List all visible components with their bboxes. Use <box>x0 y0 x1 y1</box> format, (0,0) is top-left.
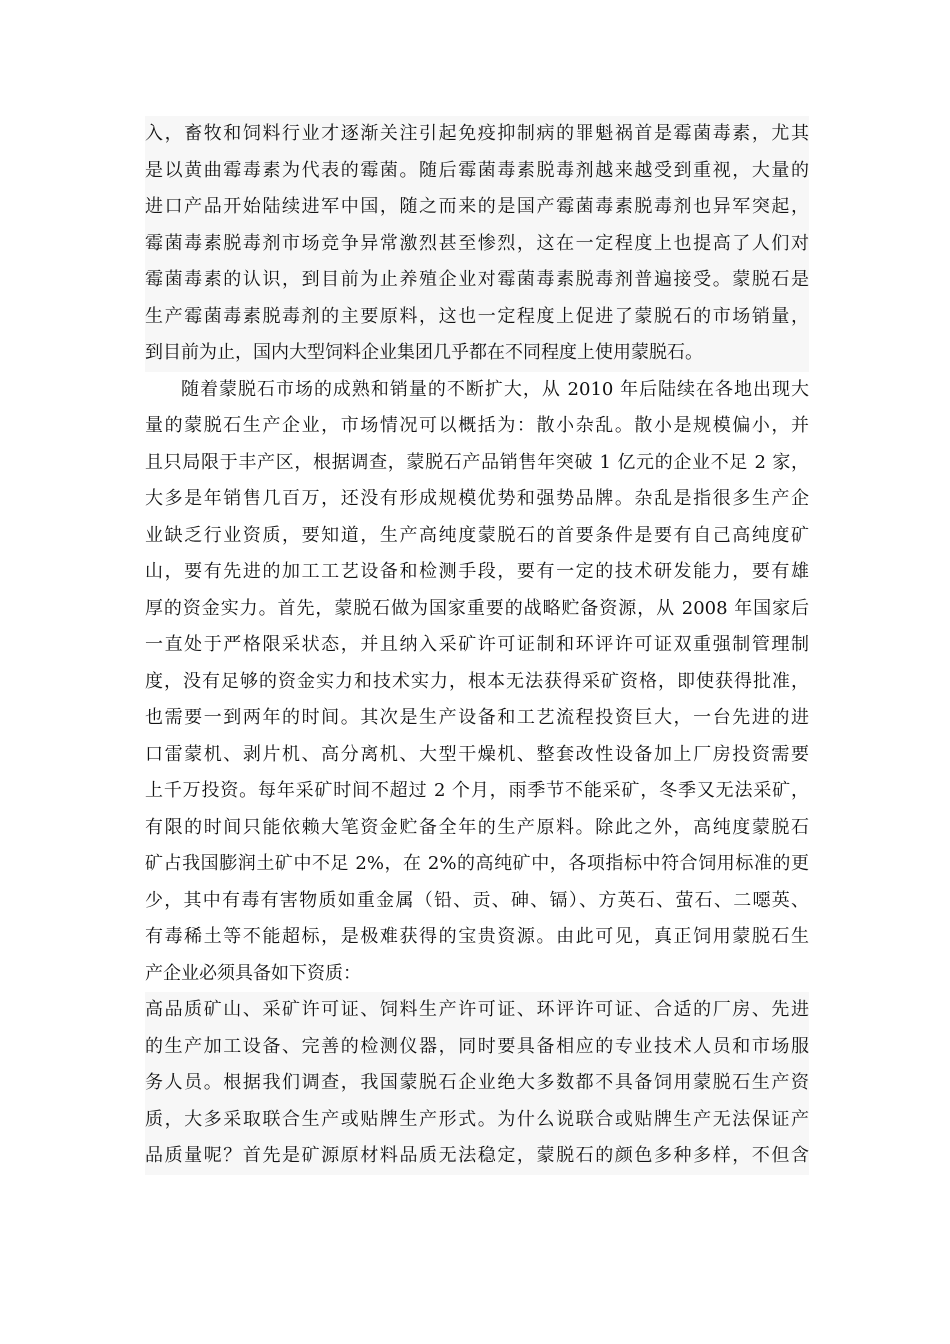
text-line-19: 上千万投资。每年采矿时间不超过 2 个月，雨季节不能采矿，冬季又无法采矿， <box>145 780 809 801</box>
text-line-20: 有限的时间只能依赖大笔资金贮备全年的生产原料。除此之外，高纯度蒙脱石 <box>145 816 809 838</box>
text-line-16: 度，没有足够的资金实力和技术实力，根本无法获得采矿资格，即使获得批准， <box>145 670 809 692</box>
text-line-22: 少，其中有毒有害物质如重金属（铅、贡、砷、镉）、方英石、萤石、二噁英、 <box>145 889 809 911</box>
text-line-18: 口雷蒙机、剥片机、高分离机、大型干燥机、整套改性设备加上厂房投资需要 <box>145 743 809 765</box>
document-body <box>145 116 809 1175</box>
text-line-15: 一直处于严格限采状态，并且纳入采矿许可证制和环评许可证双重强制管理制 <box>145 634 809 655</box>
text-line-8: 随着蒙脱石市场的成熟和销量的不断扩大，从 2010 年后陆续在各地出现大 <box>181 378 809 400</box>
text-line-25: 高品质矿山、采矿许可证、饲料生产许可证、环评许可证、合适的厂房、先进 <box>145 992 809 1029</box>
text-line-3: 进口产品开始陆续进军中国，随之而来的是国产霉菌毒素脱毒剂也异军突起， <box>145 189 809 226</box>
text-line-5: 霉菌毒素的认识，到目前为止养殖企业对霉菌毒素脱毒剂普遍接受。蒙脱石是 <box>145 262 809 299</box>
text-line-17: 也需要一到两年的时间。其次是生产设备和工艺流程投资巨大，一台先进的进 <box>145 707 809 728</box>
text-line-27: 务人员。根据我们调查，我国蒙脱石企业绝大多数都不具备饲用蒙脱石生产资 <box>145 1065 809 1102</box>
text-line-29: 品质量呢？首先是矿源原材料品质无法稳定，蒙脱石的颜色多种多样，不但含 <box>145 1138 809 1175</box>
text-line-23: 有毒稀土等不能超标，是极难获得的宝贵资源。由此可见，真正饲用蒙脱石生 <box>145 926 809 947</box>
text-line-26: 的生产加工设备、完善的检测仪器，同时要具备相应的专业技术人员和市场服 <box>145 1029 809 1066</box>
text-line-6: 生产霉菌毒素脱毒剂的主要原料，这也一定程度上促进了蒙脱石的市场销量， <box>145 299 809 336</box>
text-line-11: 大多是年销售几百万，还没有形成规模优势和强势品牌。杂乱是指很多生产企 <box>145 488 809 509</box>
text-line-21: 矿占我国膨润土矿中不足 2%，在 2%的高纯矿中，各项指标中符合饲用标准的更 <box>145 853 809 874</box>
text-line-4: 霉菌毒素脱毒剂市场竞争异常激烈甚至惨烈，这在一定程度上也提高了人们对 <box>145 226 809 263</box>
text-line-14: 厚的资金实力。首先，蒙脱石做为国家重要的战略贮备资源，从 2008 年国家后 <box>145 597 809 619</box>
text-line-1: 入，畜牧和饲料行业才逐渐关注引起免疫抑制病的罪魁祸首是霉菌毒素，尤其 <box>145 116 809 153</box>
text-line-13: 山，要有先进的加工工艺设备和检测手段，要有一定的技术研发能力，要有雄 <box>145 561 809 582</box>
text-line-9: 量的蒙脱石生产企业，市场情况可以概括为：散小杂乱。散小是规模偏小，并 <box>145 415 809 436</box>
text-line-12: 业缺乏行业资质，要知道，生产高纯度蒙脱石的首要条件是要有自己高纯度矿 <box>145 524 809 546</box>
text-line-7: 到目前为止，国内大型饲料企业集团几乎都在不同程度上使用蒙脱石。 <box>145 335 809 372</box>
text-line-2: 是以黄曲霉毒素为代表的霉菌。随后霉菌毒素脱毒剂越来越受到重视，大量的 <box>145 153 809 190</box>
text-line-28: 质，大多采取联合生产或贴牌生产形式。为什么说联合或贴牌生产无法保证产 <box>145 1102 809 1139</box>
text-line-10: 且只局限于丰产区，根据调查，蒙脱石产品销售年突破 1 亿元的企业不足 2 家， <box>145 451 809 473</box>
text-line-24: 产企业必须具备如下资质： <box>145 962 361 984</box>
